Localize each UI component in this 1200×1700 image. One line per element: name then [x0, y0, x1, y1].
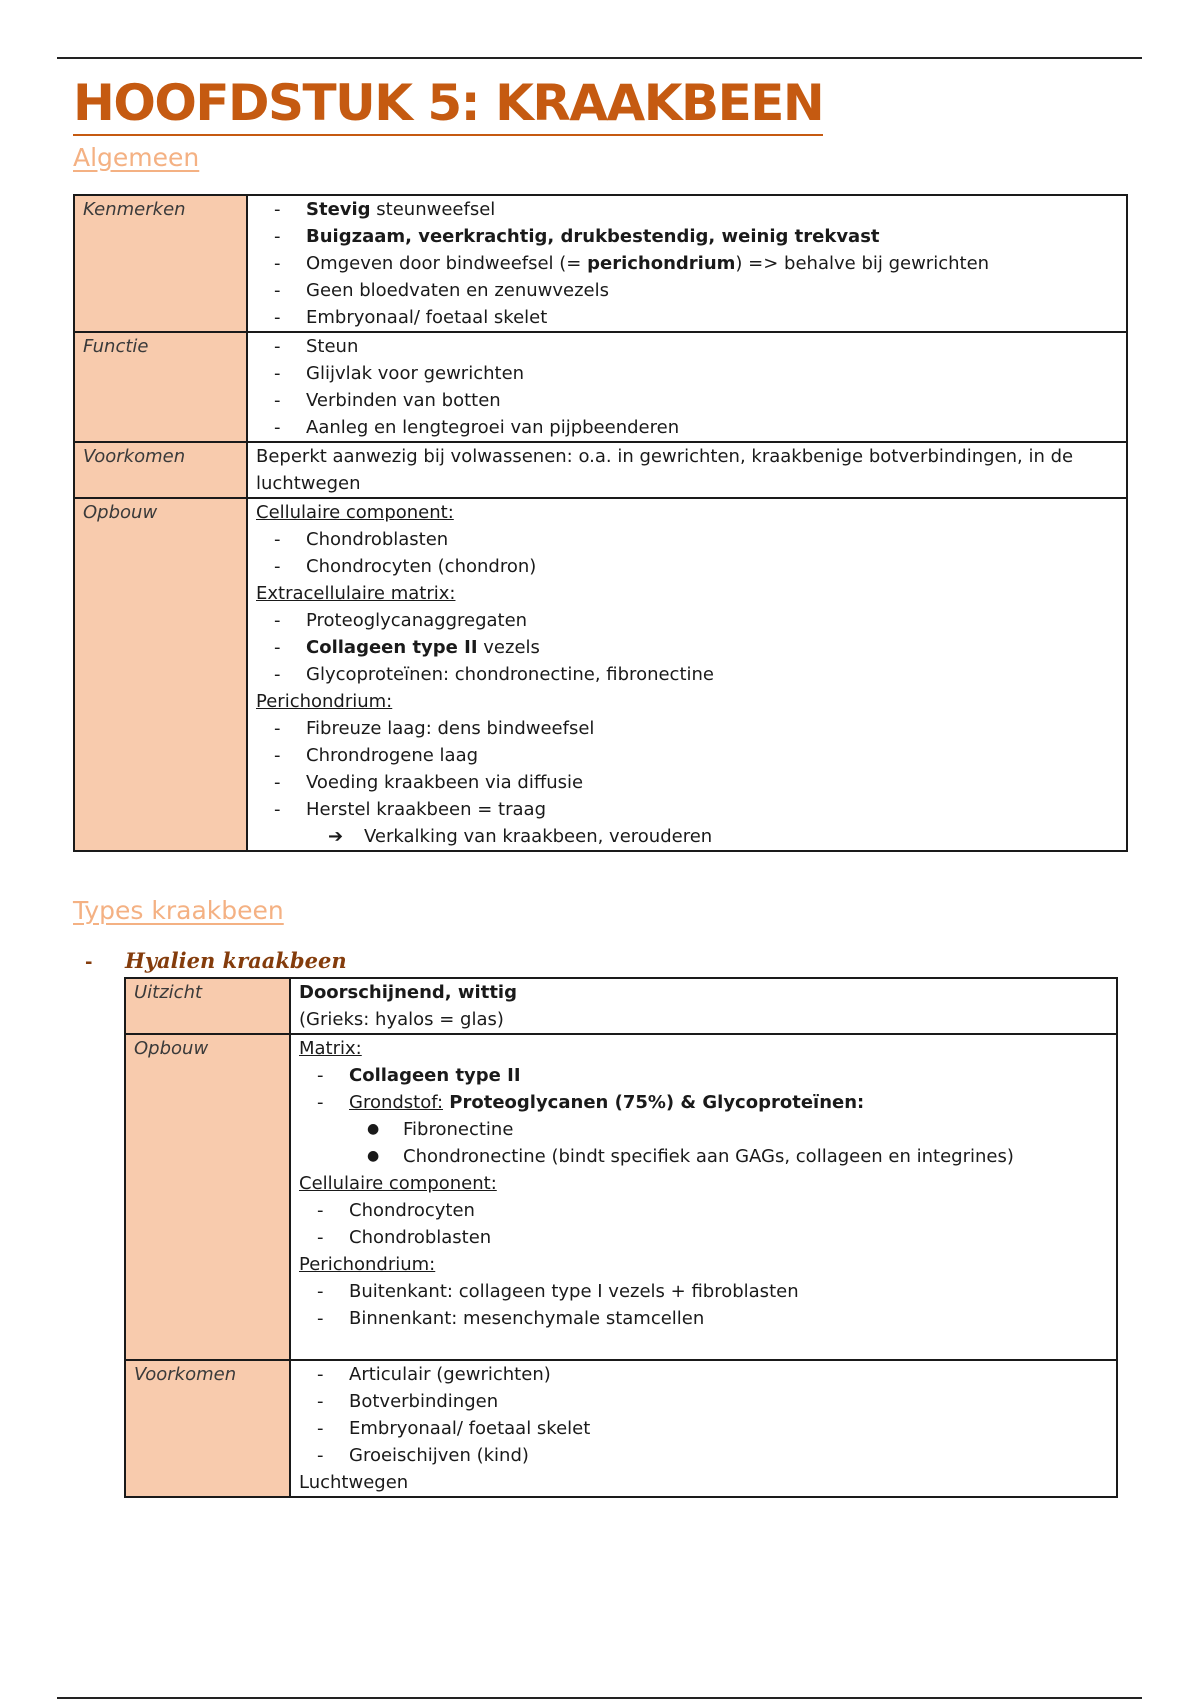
- row-content: [247, 498, 1127, 851]
- row-uitzicht: [125, 978, 1117, 1034]
- list-item: ● Chondronectine (bindt specifiek aan GAGs, collageen en integrines): [367, 1146, 1014, 1167]
- list-item: - Voeding kraakbeen via diffusie: [274, 772, 584, 793]
- hyalien-table: [124, 977, 1118, 1498]
- list-item: Luchtwegen: [299, 1472, 409, 1493]
- bottom-rule: [57, 1697, 1142, 1699]
- list-item: - Groeischijven (kind): [317, 1445, 529, 1466]
- arrow-right-icon: ➔: [328, 826, 344, 847]
- row-content: [290, 1360, 1117, 1497]
- list-item: - Chrondrogene laag: [274, 745, 479, 766]
- row-label: Voorkomen: [125, 1360, 290, 1497]
- row-content: [247, 332, 1127, 442]
- list-item: - Aanleg en lengtegroei van pijpbeenderen: [274, 417, 680, 438]
- section-heading-types: Types kraakbeen: [73, 896, 284, 925]
- row-opbouw: [125, 1034, 1117, 1360]
- row-label: Functie: [74, 332, 247, 442]
- section-heading-algemeen: Algemeen: [73, 143, 200, 172]
- list-item: - Chondrocyten (chondron): [274, 556, 537, 577]
- row-label: Voorkomen: [74, 442, 247, 498]
- row-content: Doorschijnend, wittig (Grieks: hyalos = glas): [290, 978, 1117, 1034]
- list-item: - Verbinden van botten: [274, 390, 501, 411]
- row-content: [290, 1034, 1117, 1360]
- list-item: - Omgeven door bindweefsel (= perichondrium) => behalve bij gewrichten: [274, 253, 990, 274]
- list-item: - Chondroblasten: [274, 529, 449, 550]
- row-label: Opbouw: [74, 498, 247, 851]
- row-voorkomen: [74, 442, 1127, 498]
- blank-line: [299, 1332, 1108, 1359]
- top-rule: [57, 57, 1142, 59]
- list-item: - Geen bloedvaten en zenuwvezels: [274, 280, 610, 301]
- list-item: - Glijvlak voor gewrichten: [274, 363, 525, 384]
- list-item: - Botverbindingen: [317, 1391, 499, 1412]
- list-item: - Steun: [274, 336, 359, 357]
- list-item: - Herstel kraakbeen = traag: [274, 799, 547, 820]
- list-item: - Collageen type II: [317, 1065, 521, 1086]
- list-item: - Chondrocyten: [317, 1200, 475, 1221]
- list-item: - Grondstof: Proteoglycanen (75%) & Glycoproteïnen:: [317, 1092, 865, 1113]
- list-item: - Binnenkant: mesenchymale stamcellen: [317, 1308, 705, 1329]
- list-item: - Articulair (gewrichten): [317, 1364, 551, 1385]
- list-item: ● Fibronectine: [367, 1119, 514, 1140]
- list-item: - Proteoglycanaggregaten: [274, 610, 528, 631]
- page-title: HOOFDSTUK 5: KRAAKBEEN: [73, 74, 823, 136]
- list-item: - Fibreuze laag: dens bindweefsel: [274, 718, 595, 739]
- list-item: - Buitenkant: collageen type I vezels + fibroblasten: [317, 1281, 799, 1302]
- subheading: Perichondrium:: [299, 1254, 436, 1275]
- row-content: [247, 195, 1127, 332]
- list-item: - Embryonaal/ foetaal skelet: [274, 307, 548, 328]
- subheading: Matrix:: [299, 1038, 362, 1059]
- row-opbouw: [74, 498, 1127, 851]
- subheading: Cellulaire component:: [256, 502, 454, 523]
- list-item: - Collageen type II vezels: [274, 637, 540, 658]
- row-functie: [74, 332, 1127, 442]
- subheading: Cellulaire component:: [299, 1173, 497, 1194]
- row-kenmerken: [74, 195, 1127, 332]
- hyalien-heading: - Hyalien kraakbeen: [85, 948, 347, 973]
- algemeen-table: [73, 194, 1128, 852]
- row-content: Beperkt aanwezig bij volwassenen: o.a. in gewrichten, kraakbenige botverbindingen, in de luchtwegen: [247, 442, 1127, 498]
- row-label: Kenmerken: [74, 195, 247, 332]
- list-item: - Buigzaam, veerkrachtig, drukbestendig, weinig trekvast: [274, 226, 880, 247]
- subheading: Perichondrium:: [256, 691, 393, 712]
- list-item: - Glycoproteïnen: chondronectine, fibronectine: [274, 664, 714, 685]
- list-item: - Embryonaal/ foetaal skelet: [317, 1418, 591, 1439]
- row-label: Opbouw: [125, 1034, 290, 1360]
- row-voorkomen: [125, 1360, 1117, 1497]
- arrow-item: ➔ Verkalking van kraakbeen, verouderen: [256, 823, 1118, 850]
- list-item: - Chondroblasten: [317, 1227, 492, 1248]
- subheading: Extracellulaire matrix:: [256, 583, 456, 604]
- row-label: Uitzicht: [125, 978, 290, 1034]
- list-item: - Stevig steunweefsel: [274, 199, 496, 220]
